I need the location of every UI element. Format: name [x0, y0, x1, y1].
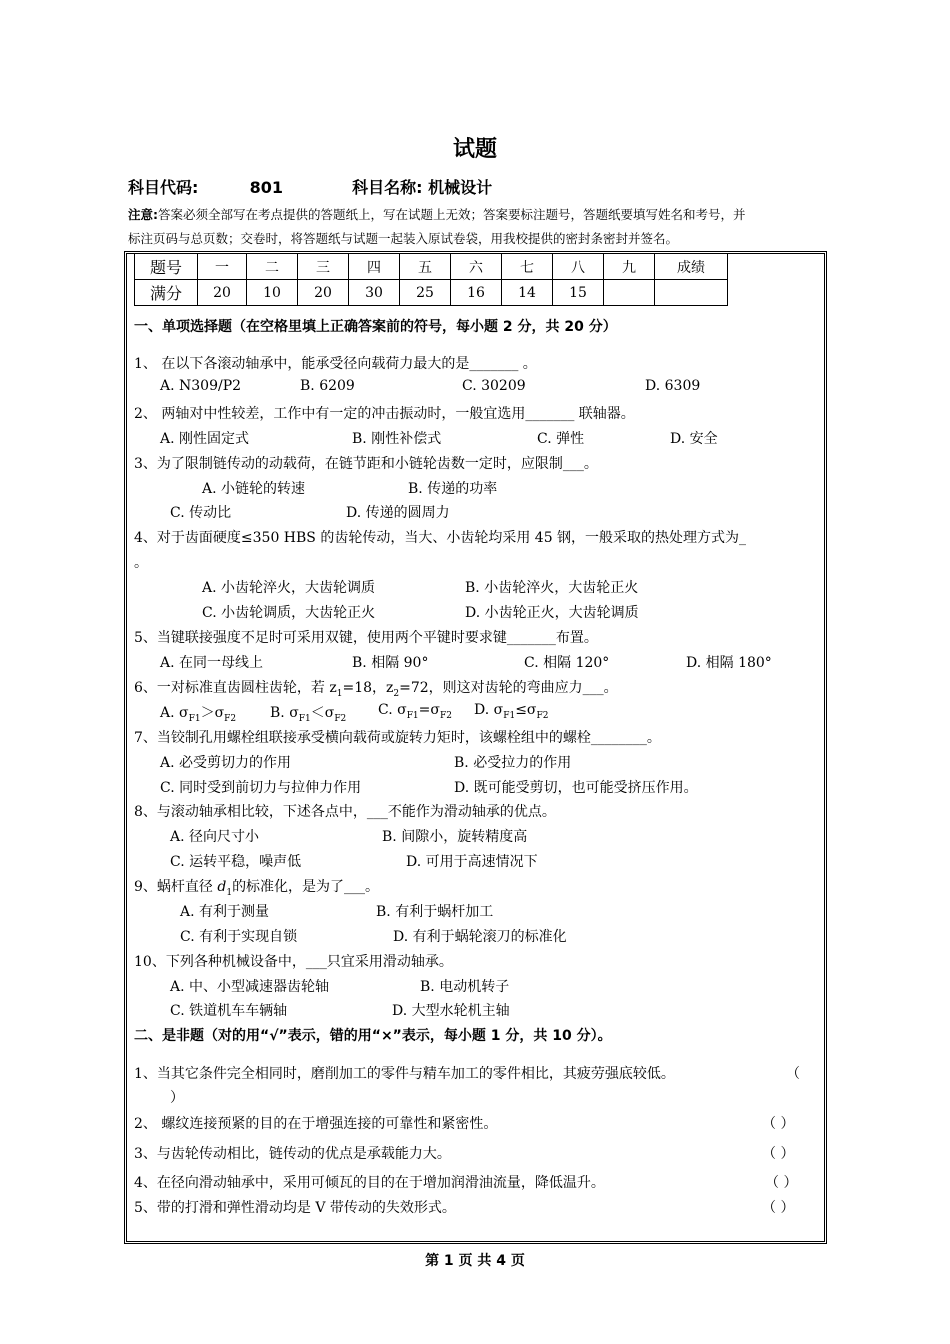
notice-line1: 答案必须全部写在考点提供的答题纸上，写在试题上无效；答案要标注题号，答题纸要填写姓名和考号，并 — [158, 207, 746, 222]
score-header-cell: 五 — [400, 254, 451, 280]
question-6-stem-pre: 6、一对标准直齿圆柱齿轮，若 z — [134, 680, 337, 696]
question-9-stem-pre: 9、蜗杆直径 — [134, 879, 218, 895]
page-title: 试题 — [452, 137, 497, 162]
question-3-stem: 3、为了限制链传动的动载荷，在链节距和小链轮齿数一定时，应限制___。 — [134, 456, 598, 472]
sigma-symbol: σ — [493, 702, 504, 718]
score-header-cell: 四 — [349, 254, 400, 280]
question-1-stem: 1、 在以下各滚动轴承中，能承受径向载荷力最大的是_______ 。 — [134, 356, 537, 372]
score-value-row — [135, 280, 728, 306]
question-6-option-a — [160, 702, 236, 724]
option-letter: C. — [378, 702, 398, 718]
score-header-cell: 一 — [198, 254, 247, 280]
tf-answer-paren-close: ） — [170, 1090, 184, 1106]
score-value-cell — [604, 280, 655, 306]
question-1-option-d: D. 6309 — [645, 378, 701, 394]
question-6-stem — [134, 677, 618, 699]
sigma-symbol: σ — [179, 705, 189, 721]
z-subscript-1: 1 — [336, 688, 343, 699]
question-3-option-d: D. 传递的圆周力 — [346, 505, 450, 521]
section-2-heading: 二、是非题（对的用“√”表示，错的用“×”表示，每小题 1 分，共 10 分）。 — [134, 1028, 612, 1044]
subscript: F1 — [503, 710, 516, 721]
question-7-option-a: A. 必受剪切力的作用 — [160, 755, 292, 771]
sigma-symbol: σ — [214, 705, 225, 721]
question-8-option-d: D. 可用于高速情况下 — [406, 854, 538, 870]
subject-name: 机械设计 — [428, 178, 493, 197]
question-9-stem-post: 的标准化，是为了___。 — [232, 879, 380, 895]
sigma-symbol: σ — [430, 702, 440, 718]
question-6-stem-post: =72，则这对齿轮的弯曲应力___。 — [399, 680, 618, 696]
question-9-stem — [134, 876, 379, 898]
question-7-stem: 7、当铰制孔用螺栓组联接承受横向载荷或旋转力矩时，该螺栓组中的螺栓________。 — [134, 730, 661, 746]
question-8-stem: 8、与滚动轴承相比较，下述各点中，___不能作为滑动轴承的优点。 — [134, 804, 556, 820]
question-10-option-d: D. 大型水轮机主轴 — [392, 1003, 510, 1019]
notice — [128, 203, 828, 251]
question-1-option-b: B. 6209 — [300, 378, 355, 394]
answer-frame — [124, 251, 827, 1244]
subscript: F1 — [406, 710, 419, 721]
question-5-stem: 5、当键联接强度不足时可采用双键，使用两个平键时要求键_______布置。 — [134, 630, 598, 646]
question-2-stem: 2、 两轴对中性较差，工作中有一定的冲击振动时，一般宜选用_______ 联轴器。 — [134, 406, 635, 422]
score-header-cell: 二 — [247, 254, 298, 280]
subscript: F2 — [224, 713, 237, 724]
subscript: F1 — [188, 713, 201, 724]
score-value-cell: 10 — [247, 280, 298, 306]
operator: ≤ — [515, 702, 527, 718]
question-5-option-b: B. 相隔 90° — [352, 655, 429, 671]
question-1-option-a: A. N309/P2 — [160, 378, 242, 394]
score-value-cell: 16 — [451, 280, 502, 306]
section-1-heading: 一、单项选择题（在空格里填上正确答案前的符号，每小题 2 分，共 20 分） — [134, 319, 617, 335]
score-table — [134, 253, 728, 306]
question-7-option-c: C. 同时受到前切力与拉伸力作用 — [160, 780, 362, 796]
question-3-option-b: B. 传递的功率 — [408, 481, 498, 497]
question-3-option-a: A. 小链轮的转速 — [202, 481, 306, 497]
question-5-option-a: A. 在同一母线上 — [160, 655, 264, 671]
option-letter: A. — [160, 705, 180, 721]
option-letter: D. — [474, 702, 494, 718]
tf-answer-paren: （ ） — [762, 1146, 795, 1162]
question-4-option-c: C. 小齿轮调质，大齿轮正火 — [202, 605, 376, 621]
question-9-option-a: A. 有利于测量 — [180, 904, 270, 920]
score-header-cell: 九 — [604, 254, 655, 280]
subject-code-label: 科目代码: — [128, 178, 199, 197]
question-5-option-d: D. 相隔 180° — [686, 655, 772, 671]
subject-code: 801 — [249, 178, 283, 197]
question-2-option-d: D. 安全 — [670, 431, 718, 447]
score-header-cell: 题号 — [135, 254, 198, 280]
notice-line2: 标注页码与总页数；交卷时，将答题纸与试题一起装入原试卷袋，用我校提供的密封条密封并签名。 — [128, 231, 679, 246]
question-10-option-a: A. 中、小型减速器齿轮轴 — [170, 979, 330, 995]
subscript: F2 — [439, 710, 452, 721]
question-4-option-a: A. 小齿轮淬火，大齿轮调质 — [202, 580, 376, 596]
tf-question-4: 4、在径向滑动轴承中，采用可倾瓦的目的在于增加润滑油流量，降低温升。 — [134, 1175, 605, 1191]
score-header-cell: 六 — [451, 254, 502, 280]
question-6-option-c — [378, 702, 452, 721]
score-header-cell: 成绩 — [655, 254, 728, 280]
question-6-stem-mid: =18，z — [342, 680, 394, 696]
sigma-symbol: σ — [526, 702, 537, 718]
question-9-option-d: D. 有利于蜗轮滚刀的标准化 — [393, 929, 567, 945]
subscript: F1 — [298, 713, 311, 724]
question-10-option-c: C. 铁道机车车辆轴 — [170, 1003, 288, 1019]
question-9-option-c: C. 有利于实现自锁 — [180, 929, 298, 945]
question-2-option-c: C. 弹性 — [537, 431, 585, 447]
score-header-cell: 七 — [502, 254, 553, 280]
question-7-option-d: D. 既可能受剪切，也可能受挤压作用。 — [454, 780, 698, 796]
score-value-cell: 满分 — [135, 280, 198, 306]
sigma-symbol: σ — [324, 705, 335, 721]
score-value-cell: 15 — [553, 280, 604, 306]
score-header-cell: 三 — [298, 254, 349, 280]
question-8-option-b: B. 间隙小，旋转精度高 — [382, 829, 528, 845]
score-header-cell: 八 — [553, 254, 604, 280]
question-2-option-a: A. 刚性固定式 — [160, 431, 250, 447]
tf-question-5: 5、带的打滑和弹性滑动均是 V 带传动的失效形式。 — [134, 1200, 456, 1216]
subject-name-label: 科目名称: — [352, 178, 423, 197]
question-3-option-c: C. 传动比 — [170, 505, 232, 521]
option-letter: B. — [270, 705, 290, 721]
question-5-option-c: C. 相隔 120° — [524, 655, 610, 671]
score-value-cell — [655, 280, 728, 306]
subscript: F2 — [334, 713, 347, 724]
tf-question-1: 1、当其它条件完全相同时，磨削加工的零件与精车加工的零件相比，其疲劳强底较低。 — [134, 1066, 675, 1082]
question-4-stem: 4、对于齿面硬度≤350 HBS 的齿轮传动，当大、小齿轮均采用 45 钢，一般采取的热处理方式为_ — [134, 530, 747, 546]
score-value-cell: 14 — [502, 280, 553, 306]
tf-answer-paren: （ ） — [762, 1116, 795, 1132]
question-4-option-b: B. 小齿轮淬火，大齿轮正火 — [465, 580, 639, 596]
notice-label: 注意: — [128, 207, 158, 222]
score-value-cell: 20 — [198, 280, 247, 306]
operator: ＜ — [310, 705, 325, 721]
d-symbol: d — [217, 879, 227, 895]
tf-question-2: 2、 螺纹连接预紧的目的在于增强连接的可靠性和紧密性。 — [134, 1116, 498, 1132]
z-subscript-2: 2 — [393, 688, 400, 699]
sigma-symbol: σ — [397, 702, 407, 718]
question-6-option-b — [270, 702, 346, 724]
question-1-option-c: C. 30209 — [462, 378, 526, 394]
subscript: F2 — [536, 710, 549, 721]
question-9-option-b: B. 有利于蜗杆加工 — [376, 904, 494, 920]
question-7-option-b: B. 必受拉力的作用 — [454, 755, 572, 771]
question-10-stem: 10、下列各种机械设备中，___只宜采用滑动轴承。 — [134, 954, 453, 970]
sigma-symbol: σ — [289, 705, 299, 721]
operator: ＞ — [200, 705, 215, 721]
question-6-option-d — [474, 702, 548, 721]
question-4-option-d: D. 小齿轮正火，大齿轮调质 — [465, 605, 639, 621]
question-8-option-c: C. 运转平稳，噪声低 — [170, 854, 302, 870]
score-value-cell: 30 — [349, 280, 400, 306]
question-10-option-b: B. 电动机转子 — [420, 979, 510, 995]
score-header-row — [135, 254, 728, 280]
tf-question-3: 3、与齿轮传动相比，链传动的优点是承载能力大。 — [134, 1146, 451, 1162]
tf-answer-paren-open: （ — [786, 1066, 800, 1082]
operator: = — [418, 702, 431, 718]
question-2-option-b: B. 刚性补偿式 — [352, 431, 442, 447]
tf-answer-paren: （ ） — [762, 1200, 795, 1216]
tf-answer-paren: （ ） — [765, 1175, 798, 1191]
page-footer: 第 1 页 共 4 页 — [425, 1253, 525, 1269]
score-value-cell: 25 — [400, 280, 451, 306]
question-4-stem-end: 。 — [134, 555, 148, 571]
d-subscript: 1 — [226, 887, 233, 898]
score-value-cell: 20 — [298, 280, 349, 306]
subject-line — [128, 175, 492, 198]
question-8-option-a: A. 径向尺寸小 — [170, 829, 260, 845]
